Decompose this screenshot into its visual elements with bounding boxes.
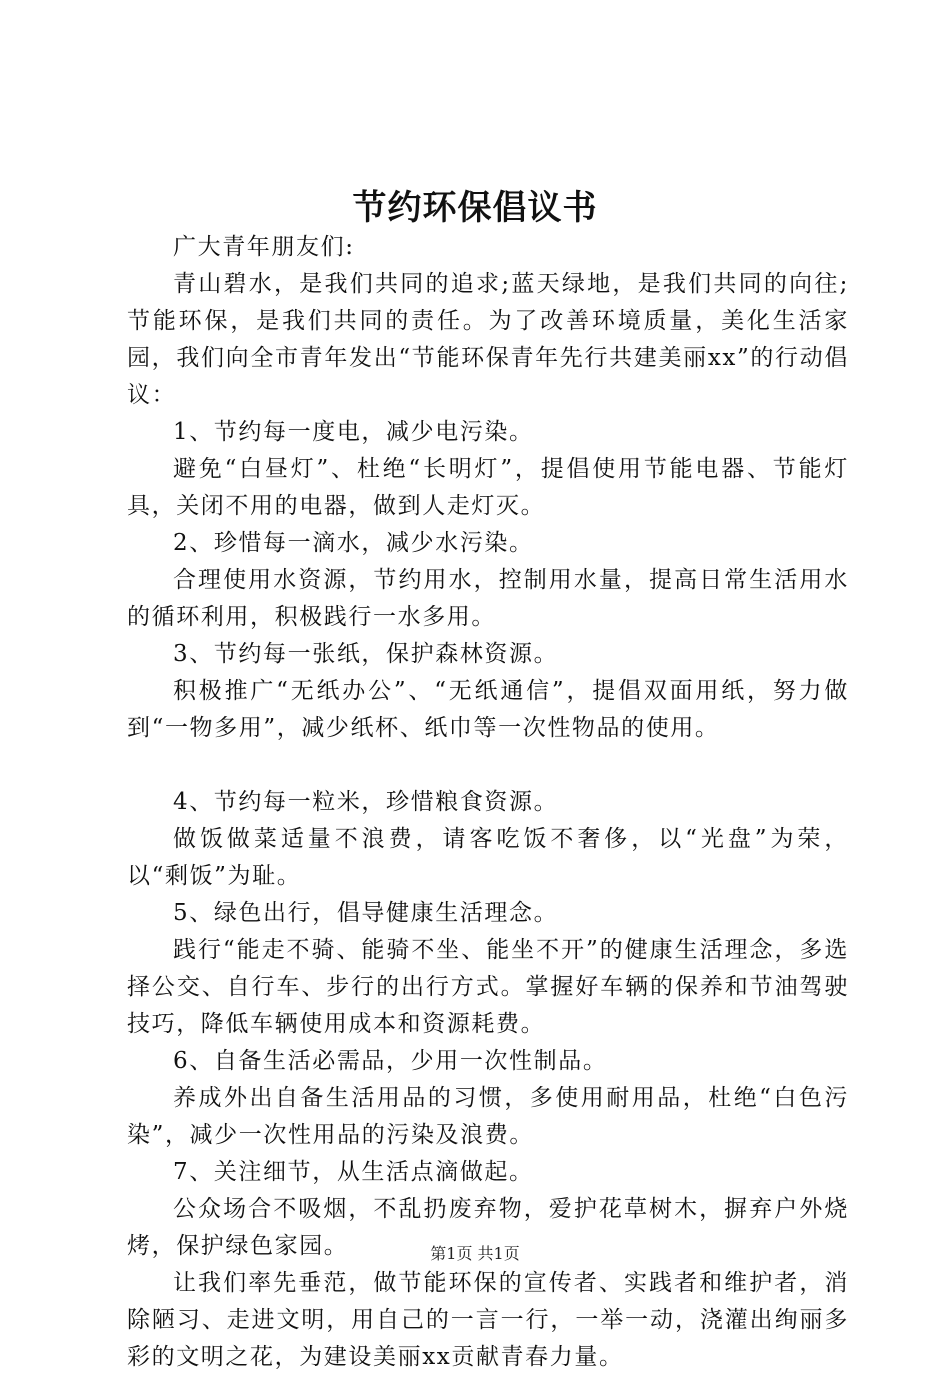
- document-body: [127, 229, 849, 1376]
- page-footer: 第1页 共1页: [430, 1244, 520, 1263]
- item-heading-4: 4、节约每一粒米，珍惜粮食资源。: [173, 789, 559, 815]
- item-heading-2: 2、珍惜每一滴水，减少水污染。: [173, 530, 534, 556]
- closing-paragraph: 让我们率先垂范，做节能环保的宣传者、实践者和维护者，消除陋习、走进文明，用自己的一言一行，一举一动，浇灌出绚丽多彩的文明之花，为建设美丽xx贡献青春力量。: [127, 1270, 849, 1370]
- item-body-5: 践行“能走不骑、能骑不坐、能坐不开”的健康生活理念，多选择公交、自行车、步行的出行方式。掌握好车辆的保养和节油驾驶技巧，降低车辆使用成本和资源耗费。: [127, 937, 849, 1037]
- item-body-7: 公众场合不吸烟，不乱扔废弃物，爱护花草树木，摒弃户外烧烤，保护绿色家园。: [127, 1196, 849, 1259]
- item-heading-5: 5、绿色出行，倡导健康生活理念。: [173, 900, 559, 926]
- intro-paragraph: 青山碧水，是我们共同的追求;蓝天绿地，是我们共同的向往;节能环保，是我们共同的责任。为了改善环境质量，美化生活家园，我们向全市青年发出“节能环保青年先行共建美丽xx”的行动倡议：: [127, 271, 849, 408]
- item-heading-3: 3、节约每一张纸，保护森林资源。: [173, 641, 559, 667]
- paragraph-gap: [127, 747, 849, 784]
- salutation: 广大青年朋友们:: [173, 234, 355, 260]
- item-body-1: 避免“白昼灯”、杜绝“长明灯”，提倡使用节能电器、节能灯具，关闭不用的电器，做到人走灯灭。: [127, 456, 849, 519]
- item-body-2: 合理使用水资源，节约用水，控制用水量，提高日常生活用水的循环利用，积极践行一水多用。: [127, 567, 849, 630]
- item-heading-1: 1、节约每一度电，减少电污染。: [173, 419, 534, 445]
- document-title: 节约环保倡议书: [352, 188, 598, 228]
- item-heading-7: 7、关注细节，从生活点滴做起。: [173, 1159, 534, 1185]
- item-body-3: 积极推广“无纸办公”、“无纸通信”，提倡双面用纸，努力做到“一物多用”，减少纸杯、纸巾等一次性物品的使用。: [127, 678, 849, 741]
- item-body-4: 做饭做菜适量不浪费，请客吃饭不奢侈，以“光盘”为荣，以“剩饭”为耻。: [127, 826, 849, 889]
- item-body-6: 养成外出自备生活用品的习惯，多使用耐用品，杜绝“白色污染”，减少一次性用品的污染及浪费。: [127, 1085, 849, 1148]
- item-heading-6: 6、自备生活必需品，少用一次性制品。: [173, 1048, 608, 1074]
